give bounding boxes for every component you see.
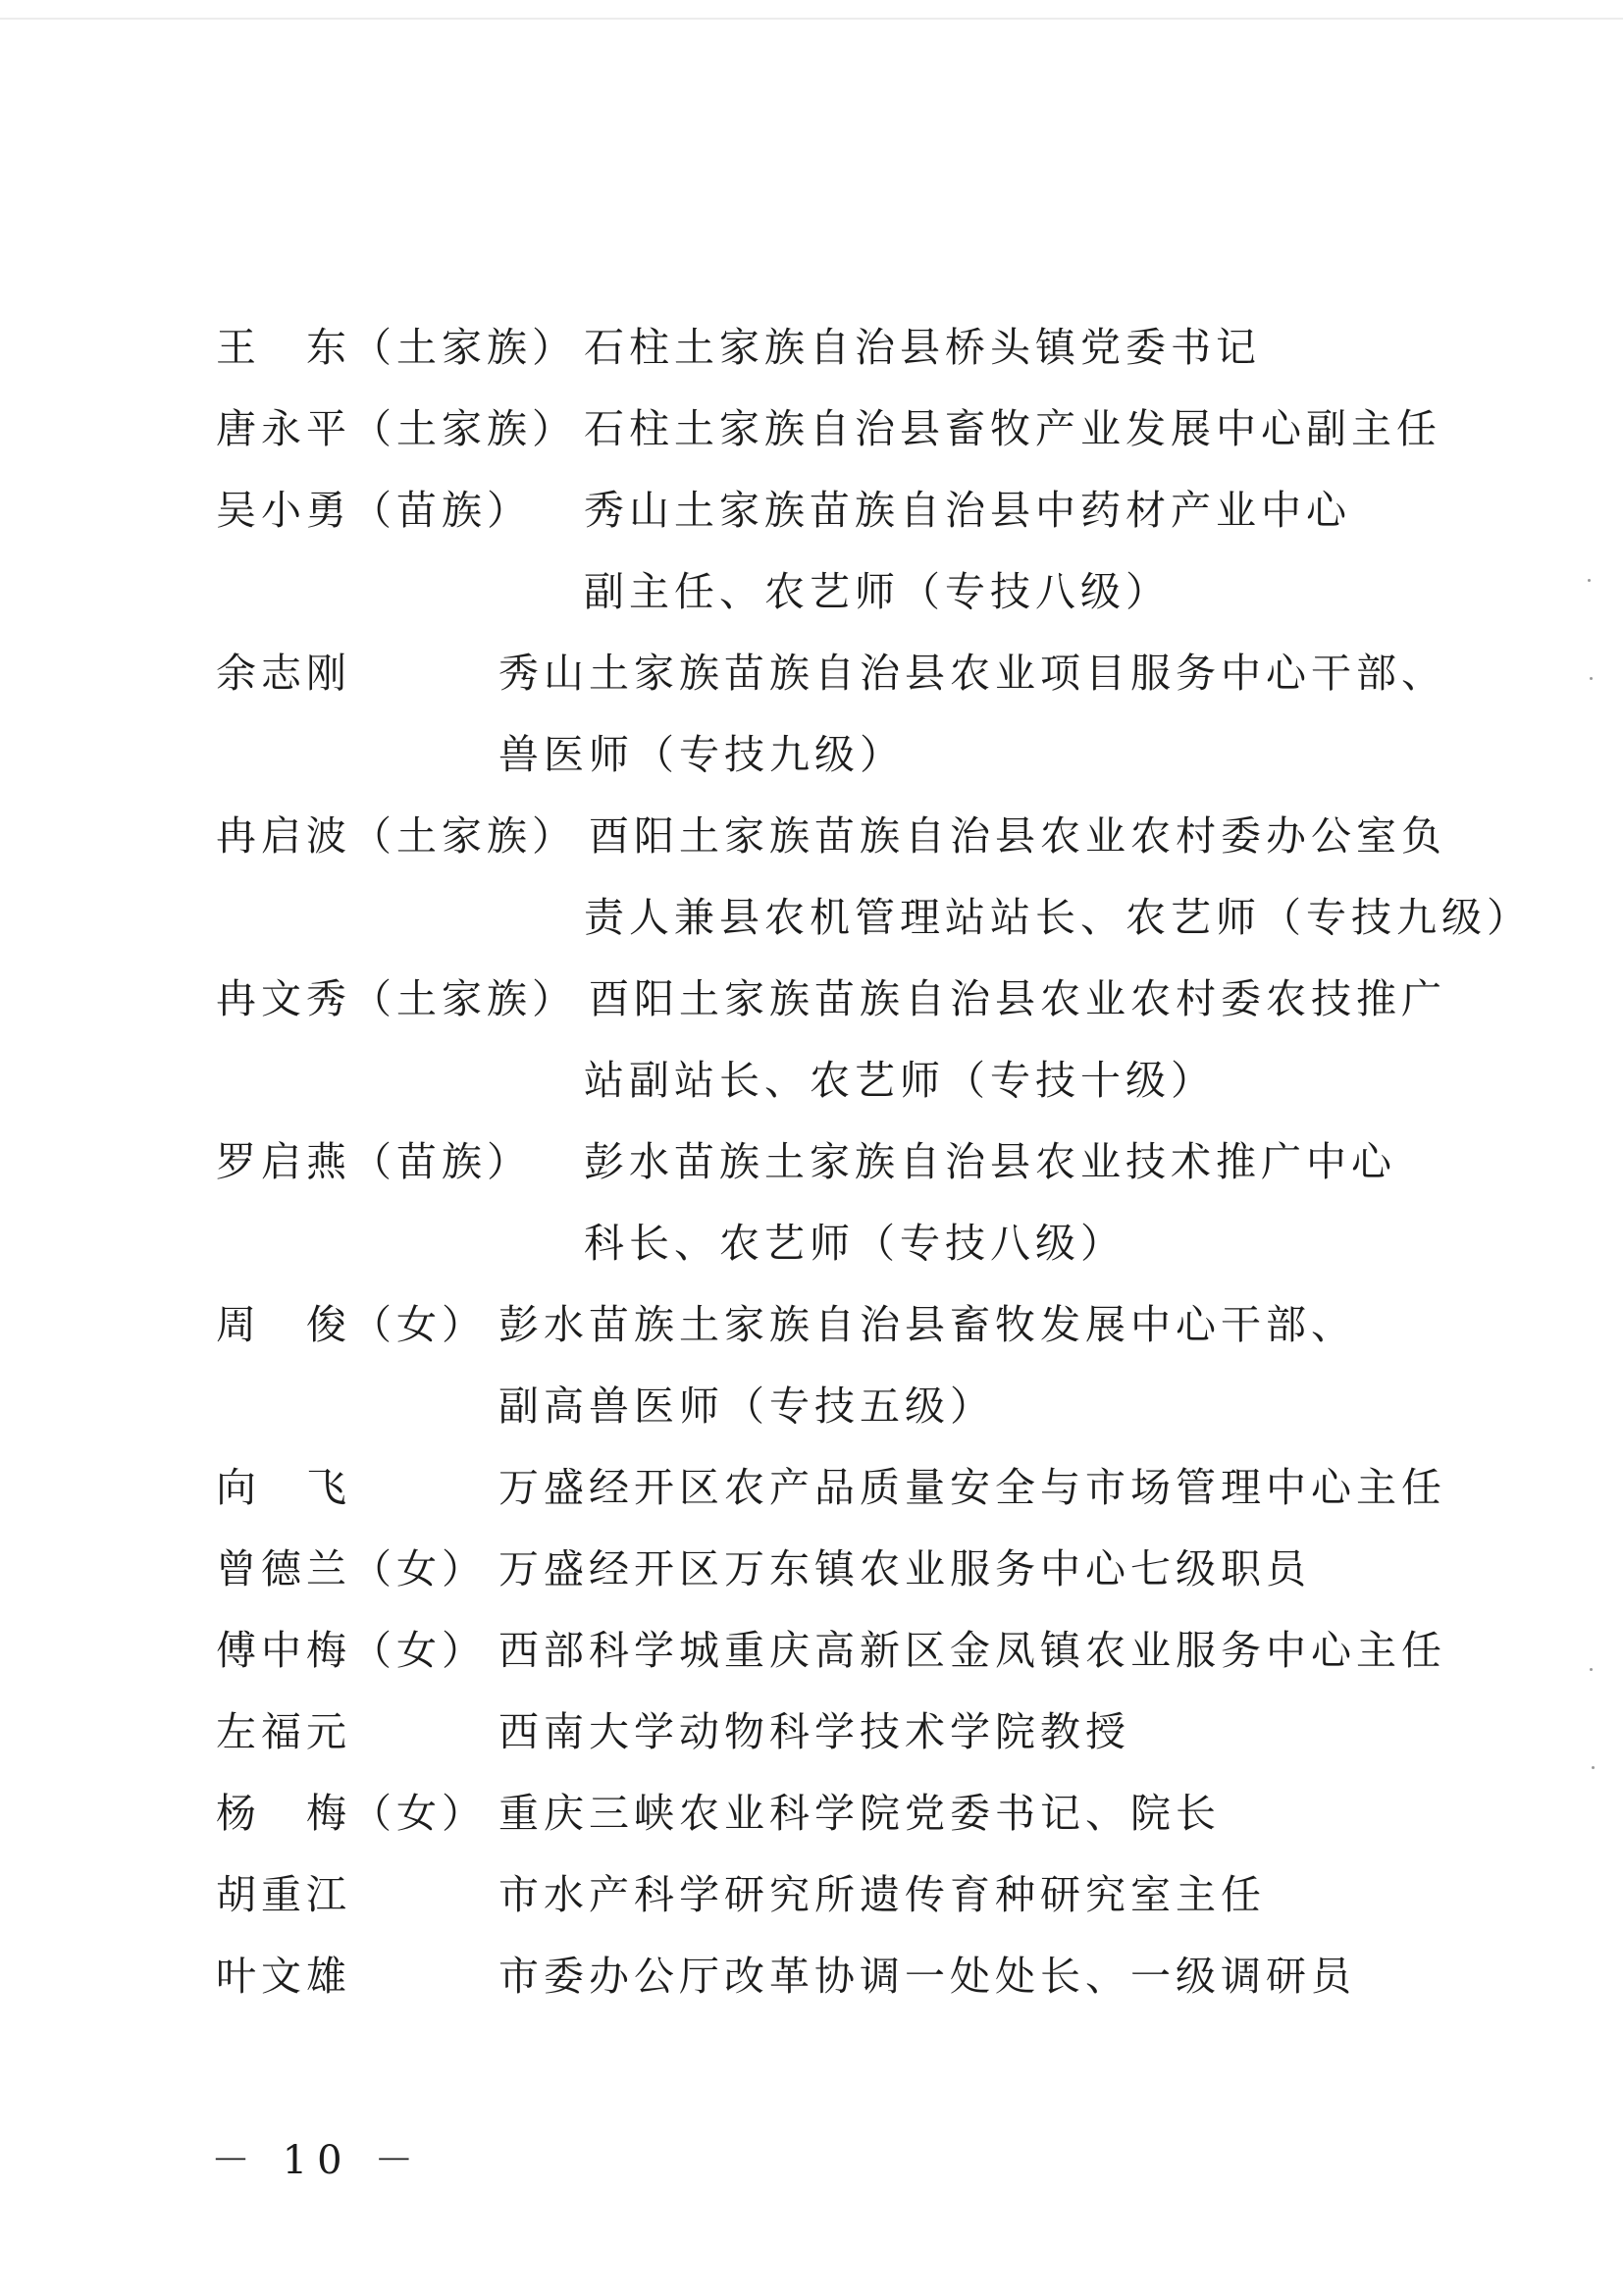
entry-name: 冉文秀（土家族） [216, 975, 577, 1022]
entry-name: 余志刚 [216, 650, 351, 697]
entry-name: 向 飞 [216, 1464, 351, 1511]
entry-name: 吴小勇（苗族） [216, 487, 532, 534]
entry-name: 左福元 [216, 1708, 351, 1755]
entry-description-continued: 副高兽医师（专技五级） [498, 1383, 995, 1430]
entry-name: 傅中梅（女） [216, 1627, 487, 1674]
scan-speck [1590, 1668, 1593, 1671]
page-number: － 10 － [211, 2138, 424, 2183]
entry-name: 曾德兰（女） [216, 1545, 487, 1592]
entry-description: 西部科学城重庆高新区金凤镇农业服务中心主任 [498, 1627, 1446, 1674]
entry-description: 万盛经开区万东镇农业服务中心七级职员 [498, 1545, 1311, 1592]
entry-description-continued: 站副站长、农艺师（专技十级） [584, 1057, 1216, 1104]
entry-description: 石柱土家族自治县畜牧产业发展中心副主任 [584, 405, 1441, 452]
entry-description: 酉阳土家族苗族自治县农业农村委办公室负 [589, 812, 1446, 860]
entry-name: 唐永平（土家族） [216, 405, 577, 452]
entry-description-continued: 兽医师（专技九级） [498, 731, 905, 778]
scan-speck [1588, 579, 1591, 582]
entry-name: 胡重江 [216, 1871, 351, 1918]
entry-description: 石柱土家族自治县桥头镇党委书记 [584, 324, 1261, 371]
entry-name: 杨 梅（女） [216, 1790, 487, 1837]
entry-name: 叶文雄 [216, 1953, 351, 2000]
entry-name: 周 俊（女） [216, 1301, 487, 1348]
entry-description: 市委办公厅改革协调一处处长、一级调研员 [498, 1953, 1356, 2000]
scan-speck [1590, 677, 1593, 680]
entry-description: 市水产科学研究所遗传育种研究室主任 [498, 1871, 1266, 1918]
entry-description: 酉阳土家族苗族自治县农业农村委农技推广 [589, 975, 1446, 1022]
entry-description: 秀山土家族苗族自治县农业项目服务中心干部、 [498, 650, 1446, 697]
entry-description-continued: 副主任、农艺师（专技八级） [584, 568, 1171, 615]
entry-description: 秀山土家族苗族自治县中药材产业中心 [584, 487, 1351, 534]
entry-name: 罗启燕（苗族） [216, 1138, 532, 1185]
entry-name: 王 东（土家族） [216, 324, 577, 371]
entry-description: 彭水苗族土家族自治县畜牧发展中心干部、 [498, 1301, 1356, 1348]
entry-description-continued: 责人兼县农机管理站站长、农艺师（专技九级） [584, 894, 1532, 941]
entry-description-continued: 科长、农艺师（专技八级） [584, 1220, 1126, 1267]
entry-description: 重庆三峡农业科学院党委书记、院长 [498, 1790, 1221, 1837]
entry-description: 彭水苗族土家族自治县农业技术推广中心 [584, 1138, 1396, 1185]
entry-description: 万盛经开区农产品质量安全与市场管理中心主任 [498, 1464, 1446, 1511]
entry-name: 冉启波（土家族） [216, 812, 577, 860]
entry-description: 西南大学动物科学技术学院教授 [498, 1708, 1130, 1755]
scan-speck [1592, 1766, 1595, 1769]
